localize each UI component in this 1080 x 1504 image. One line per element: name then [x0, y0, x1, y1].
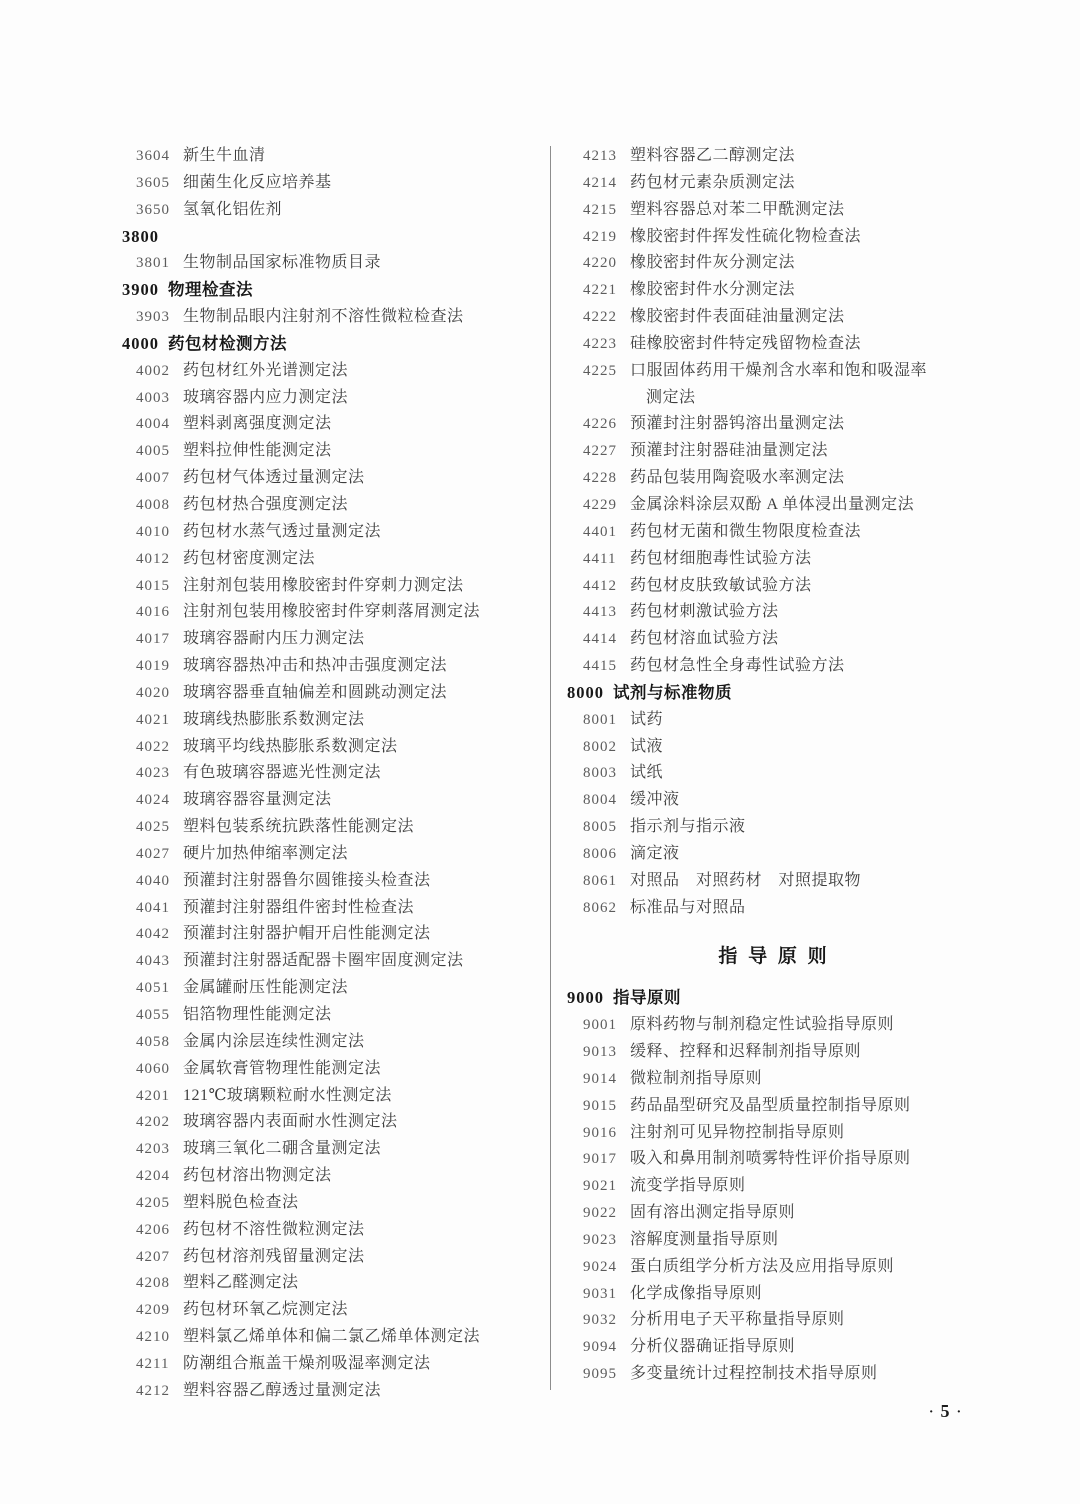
- entry-number: 4227: [583, 443, 617, 460]
- entry-number: 4414: [583, 631, 617, 648]
- entry-number: 4012: [136, 550, 170, 567]
- entry-title: 缓释、控释和迟释制剂指导原则: [630, 1043, 862, 1060]
- entry-number: 9022: [583, 1205, 617, 1222]
- entry-title: 药包材皮肤致敏试验方法: [630, 576, 812, 594]
- entry-number: 8061: [583, 872, 617, 889]
- toc-entry: [567, 465, 1017, 492]
- entry-title: 玻璃容器容量测定法: [183, 791, 332, 809]
- toc-entry: [567, 1281, 1017, 1308]
- entry-title: 铝箔物理性能测定法: [183, 1006, 332, 1023]
- toc-entry: [567, 734, 1017, 761]
- entry-title: 防潮组合瓶盖干燥剂吸湿率测定法: [183, 1354, 431, 1372]
- entry-title: 塑料容器乙醇透过量测定法: [183, 1381, 382, 1399]
- entry-number: 4015: [136, 577, 170, 594]
- toc-entry: [567, 304, 1017, 331]
- toc-entry: [122, 1324, 534, 1351]
- entry-title: 塑料乙醛测定法: [183, 1274, 299, 1292]
- toc-entry: [122, 921, 534, 948]
- toc-entry: [122, 465, 534, 492]
- entry-number: 3903: [136, 309, 170, 326]
- entry-title: 药品晶型研究及晶型质量控制指导原则: [630, 1096, 911, 1114]
- entry-number: 4204: [136, 1168, 170, 1185]
- entry-number: 4219: [583, 228, 617, 245]
- guiding-principles-heading: 指 导 原 则: [718, 946, 830, 968]
- entry-number: 4008: [136, 496, 170, 513]
- entry-title: 缓冲液: [630, 791, 680, 809]
- entry-title: 橡胶密封件挥发性硫化物检查法: [630, 227, 862, 245]
- toc-section-header: [122, 277, 534, 304]
- toc-section-header: [567, 985, 1017, 1012]
- entry-title: 药包材无菌和微生物限度检查法: [630, 522, 862, 540]
- toc-entry: [567, 841, 1017, 868]
- entry-title: 药包材红外光谱测定法: [183, 361, 349, 379]
- entry-title: 试剂与标准物质: [613, 682, 732, 702]
- toc-entry: [567, 1173, 1017, 1200]
- entry-number: 8001: [583, 711, 617, 728]
- toc-entry: [567, 1361, 1017, 1388]
- entry-title: 新生牛血清: [183, 147, 266, 164]
- toc-entry: [567, 331, 1017, 358]
- entry-title: 硅橡胶密封件特定残留物检查法: [630, 334, 862, 352]
- toc-entry: [567, 143, 1017, 170]
- entry-number: 9014: [583, 1070, 617, 1087]
- toc-entry: [122, 250, 534, 277]
- toc-entry: [567, 197, 1017, 224]
- toc-entry: [122, 948, 534, 975]
- toc-entry: [122, 1056, 534, 1083]
- entry-number: 4202: [136, 1114, 170, 1131]
- entry-number: 8000: [567, 682, 604, 702]
- entry-title: 预灌封注射器护帽开启性能测定法: [183, 925, 431, 943]
- entry-number: 4207: [136, 1248, 170, 1265]
- entry-title: 硬片加热伸缩率测定法: [183, 844, 349, 862]
- entry-title: 药包材不溶性微粒测定法: [183, 1220, 365, 1238]
- toc-entry: [122, 841, 534, 868]
- entry-number: 4229: [583, 496, 617, 513]
- entry-number: 4401: [583, 523, 617, 540]
- toc-entry: [122, 197, 534, 224]
- entry-title: 玻璃容器内应力测定法: [183, 388, 349, 406]
- toc-entry: [122, 1217, 534, 1244]
- entry-number: 4228: [583, 470, 617, 487]
- column-divider: [550, 146, 551, 1390]
- entry-number: 4415: [583, 658, 617, 675]
- toc-column-left: [122, 143, 534, 1405]
- entry-number: 4211: [136, 1355, 170, 1372]
- toc-entry: [122, 1002, 534, 1029]
- entry-title: 玻璃容器垂直轴偏差和圆跳动测定法: [183, 683, 448, 701]
- entry-number: 8006: [583, 845, 617, 862]
- entry-title: 药包材溶血试验方法: [630, 630, 779, 648]
- toc-entry: [567, 1254, 1017, 1281]
- entry-title: 塑料氯乙烯单体和偏二氯乙烯单体测定法: [183, 1328, 481, 1346]
- toc-entry: [122, 1083, 534, 1110]
- toc-entry: [122, 626, 534, 653]
- entry-title: 玻璃平均线热膨胀系数测定法: [183, 737, 398, 755]
- entry-title: 药品包装用陶瓷吸水率测定法: [630, 469, 845, 487]
- entry-title: 橡胶密封件水分测定法: [630, 281, 796, 299]
- entry-number: 4210: [136, 1329, 170, 1346]
- entry-title: 溶解度测量指导原则: [630, 1230, 779, 1248]
- toc-column-right: [567, 143, 1017, 1388]
- entry-number: 4004: [136, 416, 170, 433]
- entry-number: 4213: [583, 148, 617, 164]
- entry-title: 塑料脱色检查法: [183, 1193, 299, 1211]
- entry-number: 4208: [136, 1275, 170, 1292]
- entry-title: 橡胶密封件灰分测定法: [630, 254, 796, 272]
- toc-entry: [567, 1012, 1017, 1039]
- toc-entry: [567, 1066, 1017, 1093]
- toc-entry: [567, 760, 1017, 787]
- toc-entry: [122, 868, 534, 895]
- entry-number: 4005: [136, 443, 170, 460]
- toc-entry: [567, 814, 1017, 841]
- toc-entry: [122, 787, 534, 814]
- entry-title: 固有溶出测定指导原则: [630, 1204, 796, 1222]
- entry-number: 9021: [583, 1178, 617, 1195]
- toc-entry: [567, 411, 1017, 438]
- toc-entry: [567, 358, 1017, 412]
- entry-title: 口服固体药用干燥剂含水率和饱和吸湿率 测定法: [630, 361, 928, 406]
- page-number-dot-left: ·: [928, 1405, 934, 1420]
- toc-entry: [122, 1109, 534, 1136]
- entry-title: 玻璃三氧化二硼含量测定法: [183, 1140, 382, 1158]
- entry-title: 橡胶密封件表面硅油量测定法: [630, 308, 845, 326]
- toc-entry: [567, 1334, 1017, 1361]
- toc-entry: [567, 438, 1017, 465]
- toc-entry: [122, 519, 534, 546]
- entry-number: 4203: [136, 1141, 170, 1158]
- entry-number: 4019: [136, 658, 170, 675]
- entry-number: 4221: [583, 282, 617, 299]
- entry-title: 试液: [630, 737, 664, 755]
- entry-title: 金属内涂层连续性测定法: [183, 1032, 365, 1050]
- toc-entry: [567, 250, 1017, 277]
- entry-number: 4022: [136, 738, 170, 755]
- entry-title: 药包材刺激试验方法: [630, 603, 779, 621]
- entry-number: 8005: [583, 819, 617, 836]
- toc-entry: [567, 1039, 1017, 1066]
- toc-section-header: [122, 224, 534, 251]
- toc-entry: [567, 626, 1017, 653]
- toc-entry: [122, 1136, 534, 1163]
- entry-title: 试纸: [630, 764, 664, 782]
- entry-number: 4226: [583, 416, 617, 433]
- page-number: [902, 1401, 988, 1422]
- toc-entry: [567, 1093, 1017, 1120]
- entry-title: 有色玻璃容器遮光性测定法: [183, 764, 382, 782]
- entry-number: 4411: [583, 550, 617, 567]
- toc-entry: [122, 170, 534, 197]
- entry-title: 药包材气体透过量测定法: [183, 469, 365, 487]
- entry-title: 药包材检测方法: [168, 333, 287, 353]
- entry-number: 4225: [583, 362, 617, 379]
- entry-title: 流变学指导原则: [630, 1177, 746, 1195]
- entry-title: 预灌封注射器钨溶出量测定法: [630, 415, 845, 433]
- entry-number: 9094: [583, 1339, 617, 1356]
- toc-entry: [122, 653, 534, 680]
- entry-title: 分析仪器确证指导原则: [630, 1338, 796, 1356]
- entry-title: 吸入和鼻用制剂喷雾特性评价指导原则: [630, 1150, 911, 1168]
- toc-section-header: [567, 680, 1017, 707]
- entry-title: 药包材细胞毒性试验方法: [630, 549, 812, 567]
- toc-section-header: [122, 331, 534, 358]
- entry-title: 生物制品国家标准物质目录: [183, 254, 382, 272]
- entry-number: 9015: [583, 1097, 617, 1114]
- toc-entry: [122, 1163, 534, 1190]
- page-number-value: 5: [940, 1401, 950, 1421]
- entry-number: 4021: [136, 711, 170, 728]
- entry-title: 滴定液: [630, 844, 680, 862]
- entry-number: 4212: [136, 1382, 170, 1399]
- entry-number: 4007: [136, 470, 170, 487]
- toc-entry: [567, 519, 1017, 546]
- entry-number: 4025: [136, 819, 170, 836]
- entry-title: 细菌生化反应培养基: [183, 173, 332, 191]
- entry-number: 4222: [583, 309, 617, 326]
- entry-title: 玻璃容器热冲击和热冲击强度测定法: [183, 657, 448, 675]
- entry-number: 4412: [583, 577, 617, 594]
- entry-number: 4043: [136, 953, 170, 970]
- toc-entry: [567, 868, 1017, 895]
- entry-title: 药包材元素杂质测定法: [630, 173, 796, 191]
- entry-number: 9032: [583, 1312, 617, 1329]
- entry-number: 4002: [136, 362, 170, 379]
- toc-entry: [567, 224, 1017, 251]
- toc-entry: [567, 787, 1017, 814]
- entry-title: 塑料包装系统抗跌落性能测定法: [183, 818, 415, 836]
- entry-title: 蛋白质组学分析方法及应用指导原则: [630, 1257, 895, 1275]
- entry-number: 4205: [136, 1194, 170, 1211]
- entry-title: 塑料容器总对苯二甲酰测定法: [630, 200, 845, 218]
- entry-number: 4042: [136, 926, 170, 943]
- toc-entry: [122, 358, 534, 385]
- entry-title: 指导原则: [613, 988, 681, 1008]
- entry-number: 4214: [583, 174, 617, 191]
- entry-number: 4215: [583, 201, 617, 218]
- entry-title: 玻璃线热膨胀系数测定法: [183, 710, 365, 728]
- entry-title: 塑料容器乙二醇测定法: [630, 147, 796, 164]
- entry-title: 玻璃容器内表面耐水性测定法: [183, 1113, 398, 1131]
- toc-entry: [567, 277, 1017, 304]
- page-number-dot-right: ·: [956, 1405, 962, 1420]
- entry-number: 8003: [583, 765, 617, 782]
- entry-number: 9000: [567, 988, 604, 1008]
- entry-title: 塑料拉伸性能测定法: [183, 442, 332, 460]
- toc-entry: [567, 1120, 1017, 1147]
- entry-number: 4000: [122, 333, 159, 353]
- toc-entry: [122, 1190, 534, 1217]
- entry-number: 4220: [583, 255, 617, 272]
- toc-entry: [122, 1378, 534, 1405]
- entry-number: 9001: [583, 1017, 617, 1034]
- entry-number: 4040: [136, 872, 170, 889]
- toc-entry: [122, 895, 534, 922]
- entry-title: 注射剂包装用橡胶密封件穿刺落屑测定法: [183, 603, 481, 621]
- toc-entry: [122, 1029, 534, 1056]
- toc-entry: [567, 573, 1017, 600]
- entry-title: 药包材溶出物测定法: [183, 1167, 332, 1185]
- entry-title: 注射剂包装用橡胶密封件穿刺力测定法: [183, 576, 464, 594]
- entry-title: 分析用电子天平称量指导原则: [630, 1311, 845, 1329]
- entry-title: 预灌封注射器适配器卡圈牢固度测定法: [183, 952, 464, 970]
- entry-title: 药包材水蒸气透过量测定法: [183, 522, 382, 540]
- entry-number: 4020: [136, 684, 170, 701]
- entry-number: 9095: [583, 1366, 617, 1383]
- entry-title: 试药: [630, 710, 664, 728]
- entry-number: 3605: [136, 174, 170, 191]
- entry-number: 4003: [136, 389, 170, 406]
- toc-entry: [567, 1146, 1017, 1173]
- toc-entry: [567, 1200, 1017, 1227]
- entry-title: 药包材急性全身毒性试验方法: [630, 657, 845, 675]
- entry-title: 原料药物与制剂稳定性试验指导原则: [630, 1016, 895, 1034]
- toc-entry: [122, 975, 534, 1002]
- entry-title: 121℃玻璃颗粒耐水性测定法: [183, 1086, 392, 1104]
- entry-number: 9024: [583, 1258, 617, 1275]
- entry-number: 9017: [583, 1151, 617, 1168]
- toc-entry: [567, 170, 1017, 197]
- entry-title: 多变量统计过程控制技术指导原则: [630, 1365, 878, 1383]
- toc-entry: [122, 304, 534, 331]
- entry-title: 预灌封注射器组件密封性检查法: [183, 898, 415, 916]
- entry-number: 4055: [136, 1007, 170, 1023]
- entry-number: 4023: [136, 765, 170, 782]
- entry-number: 4051: [136, 980, 170, 997]
- entry-number: 3900: [122, 280, 159, 300]
- entry-number: 8002: [583, 738, 617, 755]
- toc-entry: [122, 438, 534, 465]
- toc-entry: [122, 385, 534, 412]
- toc-entry: [122, 411, 534, 438]
- entry-number: 3801: [136, 255, 170, 272]
- entry-title: 金属软膏管物理性能测定法: [183, 1059, 382, 1077]
- entry-title: 药包材密度测定法: [183, 549, 316, 567]
- entry-title: 预灌封注射器硅油量测定法: [630, 442, 829, 460]
- toc-entry: [567, 707, 1017, 734]
- entry-title: 塑料剥离强度测定法: [183, 415, 332, 433]
- toc-entry: [567, 653, 1017, 680]
- toc-entry: [122, 573, 534, 600]
- entry-title: 化学成像指导原则: [630, 1284, 763, 1302]
- entry-number: 4017: [136, 631, 170, 648]
- entry-number: 9013: [583, 1044, 617, 1060]
- entry-title: 金属涂料涂层双酚 A 单体浸出量测定法: [630, 495, 915, 513]
- entry-number: 8004: [583, 792, 617, 809]
- entry-title: 指示剂与指示液: [630, 818, 746, 836]
- entry-title: 对照品 对照药材 对照提取物: [630, 871, 862, 889]
- toc-entry: [567, 1227, 1017, 1254]
- toc-entry: [122, 1270, 534, 1297]
- entry-number: 4209: [136, 1302, 170, 1319]
- toc-entry: [122, 760, 534, 787]
- toc-entry: [122, 1297, 534, 1324]
- toc-entry: [567, 895, 1017, 922]
- entry-number: 9031: [583, 1285, 617, 1302]
- entry-number: 9023: [583, 1231, 617, 1248]
- entry-number: 4016: [136, 604, 170, 621]
- toc-entry: [122, 492, 534, 519]
- entry-number: 4223: [583, 335, 617, 352]
- entry-number: 4060: [136, 1060, 170, 1077]
- entry-number: 4201: [136, 1087, 170, 1104]
- entry-number: 3650: [136, 201, 170, 218]
- entry-number: 3604: [136, 148, 170, 164]
- entry-number: 4058: [136, 1033, 170, 1050]
- toc-entry: [122, 143, 534, 170]
- entry-title: 氢氧化铝佐剂: [183, 200, 283, 218]
- toc-entry: [122, 1244, 534, 1271]
- toc-entry: [122, 707, 534, 734]
- entry-number: 3800: [122, 226, 159, 246]
- entry-title: 物理检查法: [168, 280, 253, 300]
- toc-entry: [122, 814, 534, 841]
- toc-entry: [122, 680, 534, 707]
- entry-title: 微粒制剂指导原则: [630, 1069, 763, 1087]
- entry-number: 4206: [136, 1221, 170, 1238]
- entry-number: 4010: [136, 523, 170, 540]
- toc-entry: [567, 546, 1017, 573]
- toc-entry: [122, 734, 534, 761]
- entry-number: 4024: [136, 792, 170, 809]
- entry-number: 8062: [583, 899, 617, 916]
- entry-title: 标准品与对照品: [630, 898, 746, 916]
- entry-title: 注射剂可见异物控制指导原则: [630, 1123, 845, 1141]
- toc-entry: [567, 492, 1017, 519]
- toc-entry: [567, 599, 1017, 626]
- entry-title: 药包材溶剂残留量测定法: [183, 1247, 365, 1265]
- toc-entry: [122, 1351, 534, 1378]
- entry-title: 金属罐耐压性能测定法: [183, 979, 349, 997]
- entry-title: 药包材热合强度测定法: [183, 495, 349, 513]
- entry-title: 药包材环氧乙烷测定法: [183, 1301, 349, 1319]
- entry-title: 生物制品眼内注射剂不溶性微粒检查法: [183, 308, 464, 326]
- entry-number: 9016: [583, 1124, 617, 1141]
- entry-title: 预灌封注射器鲁尔圆锥接头检查法: [183, 871, 431, 889]
- entry-number: 4413: [583, 604, 617, 621]
- toc-entry: [567, 1307, 1017, 1334]
- toc-entry: [122, 546, 534, 573]
- entry-title: 玻璃容器耐内压力测定法: [183, 630, 365, 648]
- entry-number: 4027: [136, 845, 170, 862]
- entry-number: 4041: [136, 899, 170, 916]
- toc-entry: [122, 599, 534, 626]
